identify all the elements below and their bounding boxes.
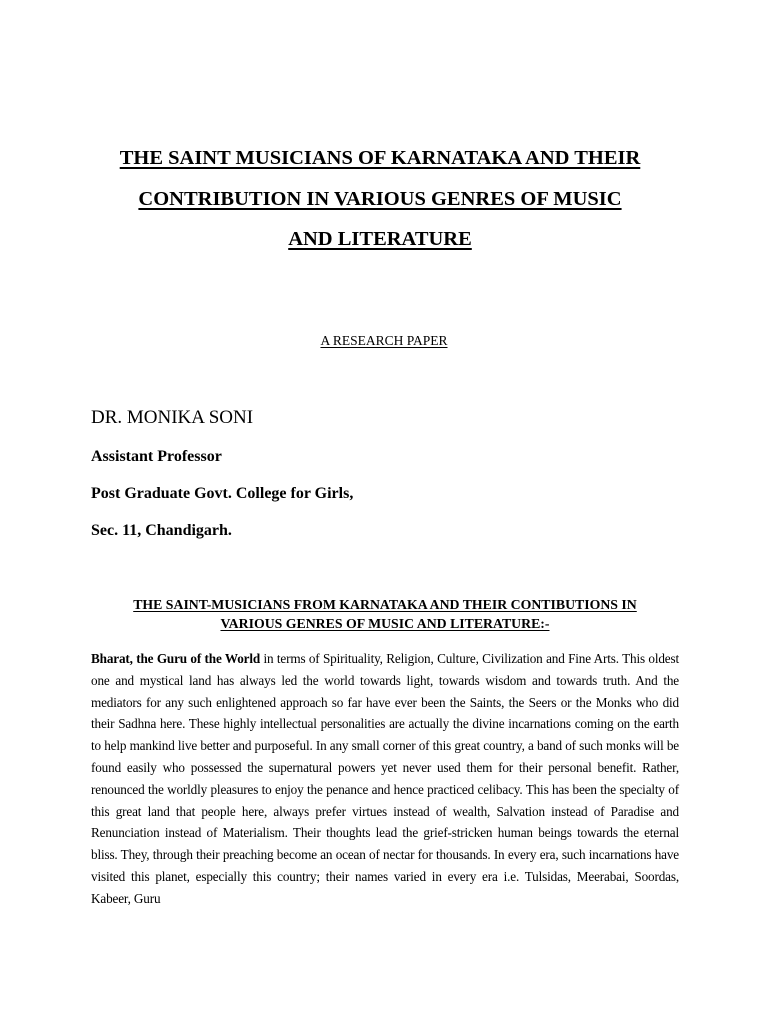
- author-location: Sec. 11, Chandigarh.: [91, 522, 232, 539]
- section-heading: [91, 595, 679, 633]
- section-heading-line-1: THE SAINT-MUSICIANS FROM KARNATAKA AND THEIR CONTIBUTIONS IN: [133, 597, 637, 612]
- document-subtitle: A RESEARCH PAPER: [320, 333, 448, 348]
- paragraph-text: in terms of Spirituality, Religion, Culture, Civilization and Fine Arts. This oldest one and mystical land has always led the world towards light, towards wisdom and towards truth. And the mediators for any such enlightened approach so far have ever been the Saints, the Seers or the Monks who did their Sadhna here. These highly intellectual personalities are actually the divine incarnations coming on the earth to help mankind live better and purposeful. In any small corner of this great country, a band of such monks will be found easily who possessed the supernatural powers yet never used them for their personal benefit. Rather, renounced the worldly pleasures to enjoy the penance and hence practiced celibacy. This has been the specialty of this great land that people here, always prefer virtues instead of wealth, Salvation instead of Paradise and Renunciation instead of Materialism. Their thoughts lead the grief-stricken human beings towards the eternal bliss. They, through their preaching become an ocean of nectar for thousands. In every era, such incarnations have visited this planet, especially this country; their names varied in every era i.e. Tulsidas, Meerabai, Soordas, Kabeer, Guru: [91, 651, 679, 906]
- paragraph-lead: Bharat, the Guru of the World: [91, 651, 261, 666]
- title-line-1: THE SAINT MUSICIANS OF KARNATAKA AND THEIR: [119, 147, 641, 169]
- author-institution: Post Graduate Govt. College for Girls,: [91, 485, 354, 502]
- author-name: DR. MONIKA SONI: [91, 407, 254, 428]
- title-line-3: AND LITERATURE: [288, 228, 472, 250]
- document-title: [60, 138, 700, 260]
- section-heading-line-2: VARIOUS GENRES OF MUSIC AND LITERATURE:-: [220, 616, 550, 631]
- body-paragraph: [91, 648, 679, 910]
- author-position: Assistant Professor: [91, 448, 222, 465]
- title-line-2: CONTRIBUTION IN VARIOUS GENRES OF MUSIC: [138, 187, 622, 210]
